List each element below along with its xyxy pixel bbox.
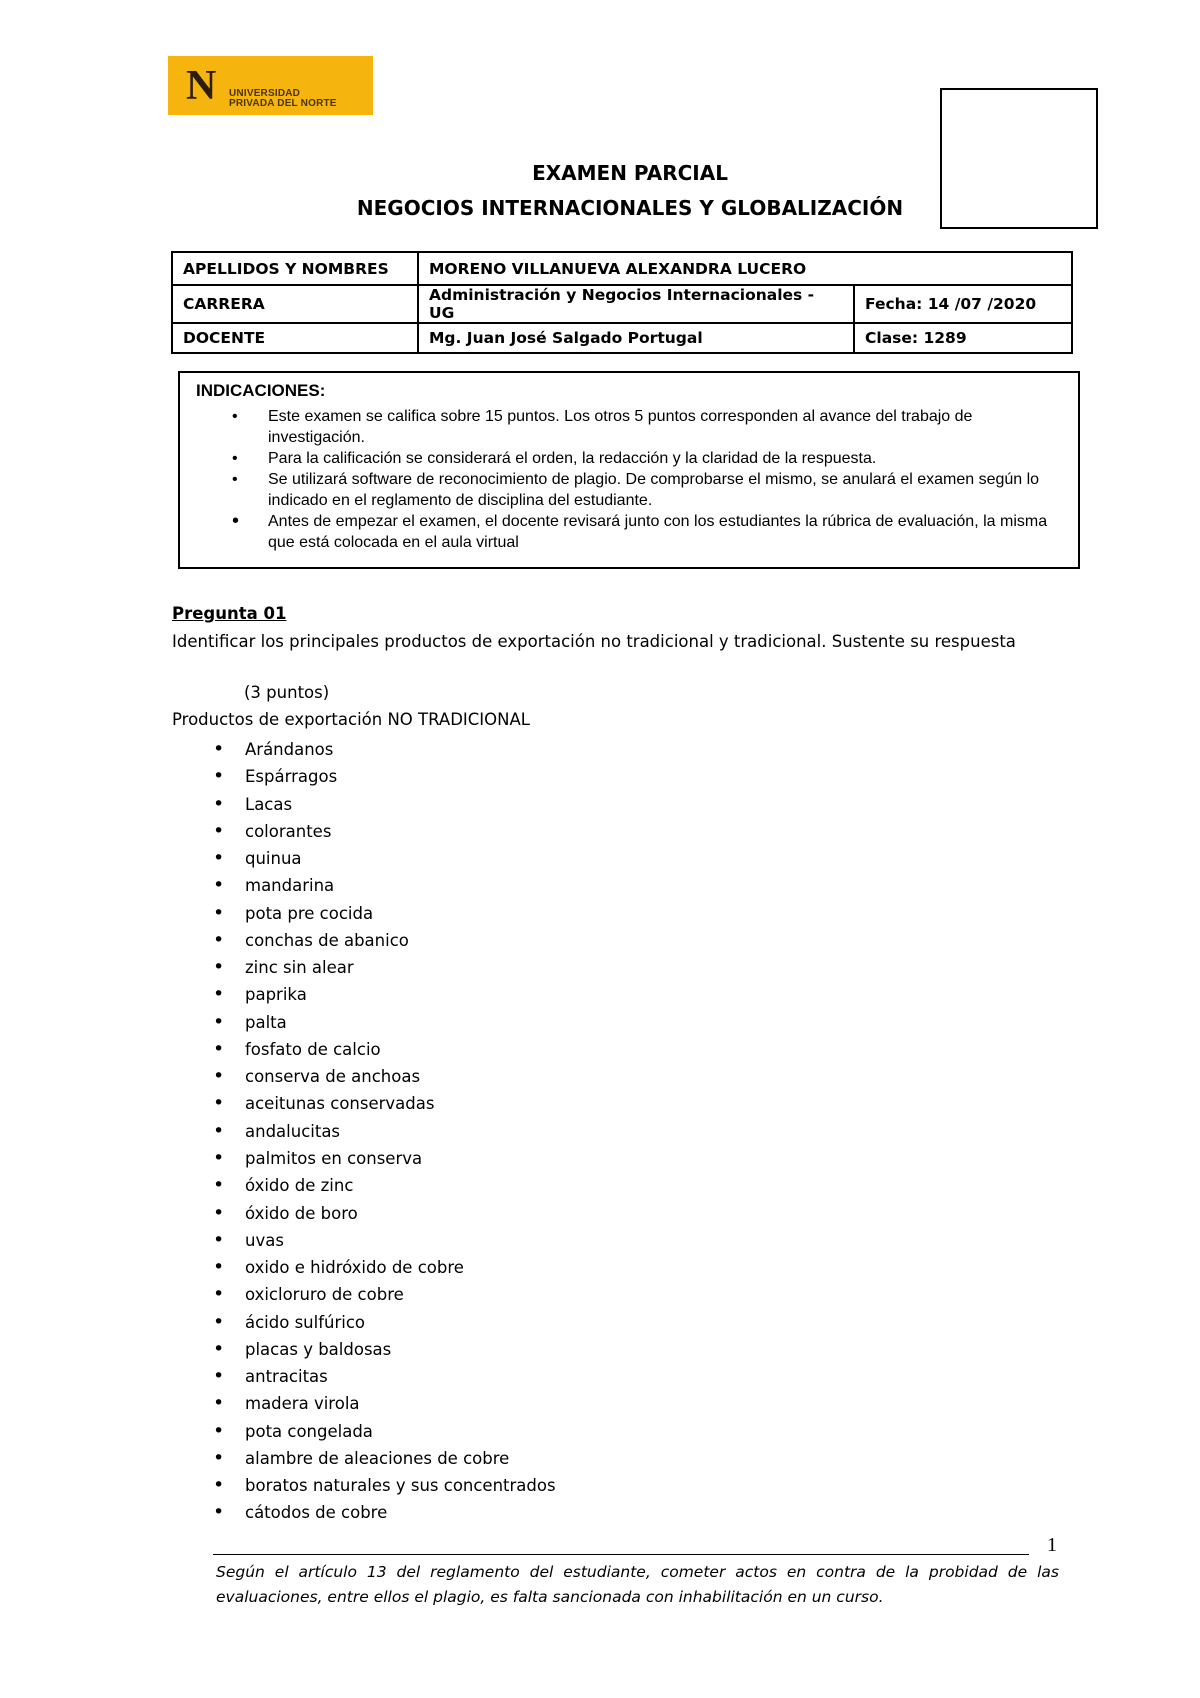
indication-item (180, 448, 1078, 469)
career-value: Administración y Negocios Internacionales - UG (418, 285, 854, 323)
teacher-value: Mg. Juan José Salgado Portugal (418, 323, 854, 353)
product-item: • colorantes (0, 818, 556, 845)
course-title: NEGOCIOS INTERNACIONALES Y GLOBALIZACIÓN (356, 196, 904, 220)
footer-note: Según el artículo 13 del reglamento del estudiante, cometer actos en contra de la probidad de las evaluaciones, entre ellos el plagio, es falta sancionada con inhabilitación en un curso. (216, 1563, 1059, 1606)
products-subheading: Productos de exportación NO TRADICIONAL (172, 710, 530, 729)
footer-divider (213, 1554, 1029, 1555)
exam-title: EXAMEN PARCIAL (532, 161, 728, 185)
name-value: MORENO VILLANUEVA ALEXANDRA LUCERO (418, 252, 1072, 285)
name-label: APELLIDOS Y NOMBRES (172, 252, 418, 285)
product-item: • pota pre cocida (0, 900, 556, 927)
info-row-career (172, 285, 1072, 323)
product-item: • óxido de zinc (0, 1172, 556, 1199)
product-item: • Lacas (0, 791, 556, 818)
product-item: • cátodos de cobre (0, 1499, 556, 1526)
indication-item (180, 469, 1078, 511)
product-item: • óxido de boro (0, 1200, 556, 1227)
product-item: • conserva de anchoas (0, 1063, 556, 1090)
product-item: • uvas (0, 1227, 556, 1254)
indication-text: Antes de empezar el examen, el docente revisará junto con los estudiantes la rúbrica de evaluación, la misma que está colocada en el aula virtual (268, 513, 1048, 551)
career-label: CARRERA (172, 285, 418, 323)
indication-text: Este examen se califica sobre 15 puntos. Los otros 5 puntos corresponden al avance del trabajo de investigación. (268, 408, 973, 446)
class-cell: Clase: 1289 (854, 323, 1072, 353)
indications-list (180, 406, 1078, 553)
page-number: 1 (1047, 1534, 1057, 1556)
question-text: Identificar los principales productos de exportación no tradicional y tradicional. Sustente su respuesta (172, 632, 1016, 651)
product-item: • placas y baldosas (0, 1336, 556, 1363)
product-item: • ácido sulfúrico (0, 1309, 556, 1336)
product-item: • palta (0, 1009, 556, 1036)
product-item: • boratos naturales y sus concentrados (0, 1472, 556, 1499)
indication-text: Se utilizará software de reconocimiento de plagio. De comprobarse el mismo, se anulará el examen según lo indicado en el reglamento de disciplina del estudiante. (268, 471, 1040, 509)
indication-item (180, 511, 1078, 553)
question-points: (3 puntos) (244, 683, 330, 702)
product-item: • Arándanos (0, 736, 556, 763)
logo-line-2: PRIVADA DEL NORTE (229, 98, 337, 109)
bullet-icon: • (232, 408, 238, 425)
bullet-icon: • (232, 450, 238, 467)
date-cell: Fecha: 14 /07 /2020 (854, 285, 1072, 323)
product-item: • palmitos en conserva (0, 1145, 556, 1172)
indications-title: INDICACIONES: (196, 381, 326, 400)
product-item: • andalucitas (0, 1118, 556, 1145)
indications-box (178, 371, 1080, 569)
teacher-label: DOCENTE (172, 323, 418, 353)
product-item: • oxido e hidróxido de cobre (0, 1254, 556, 1281)
product-item: • quinua (0, 845, 556, 872)
product-item: • Espárragos (0, 763, 556, 790)
product-item: • pota congelada (0, 1418, 556, 1445)
question-title: Pregunta 01 (172, 604, 287, 623)
product-item: • mandarina (0, 872, 556, 899)
product-item: • madera virola (0, 1390, 556, 1417)
product-item: • paprika (0, 981, 556, 1008)
university-logo (168, 56, 373, 115)
product-item: • alambre de aleaciones de cobre (0, 1445, 556, 1472)
info-row-teacher (172, 323, 1072, 353)
logo-line-1: UNIVERSIDAD (229, 88, 301, 99)
product-item: • oxicloruro de cobre (0, 1281, 556, 1308)
logo-text (229, 89, 337, 109)
indication-text: Para la calificación se considerará el orden, la redacción y la claridad de la respuesta. (268, 450, 877, 467)
products-list (0, 736, 556, 1527)
info-row-name (172, 252, 1072, 285)
product-item: • aceitunas conservadas (0, 1090, 556, 1117)
logo-mark: N (186, 63, 217, 109)
indication-item (180, 406, 1078, 448)
student-info-table (171, 251, 1073, 354)
bullet-icon: • (232, 510, 240, 532)
product-item: • conchas de abanico (0, 927, 556, 954)
product-item: • antracitas (0, 1363, 556, 1390)
product-item: • fosfato de calcio (0, 1036, 556, 1063)
product-item: • zinc sin alear (0, 954, 556, 981)
bullet-icon: • (232, 471, 238, 488)
